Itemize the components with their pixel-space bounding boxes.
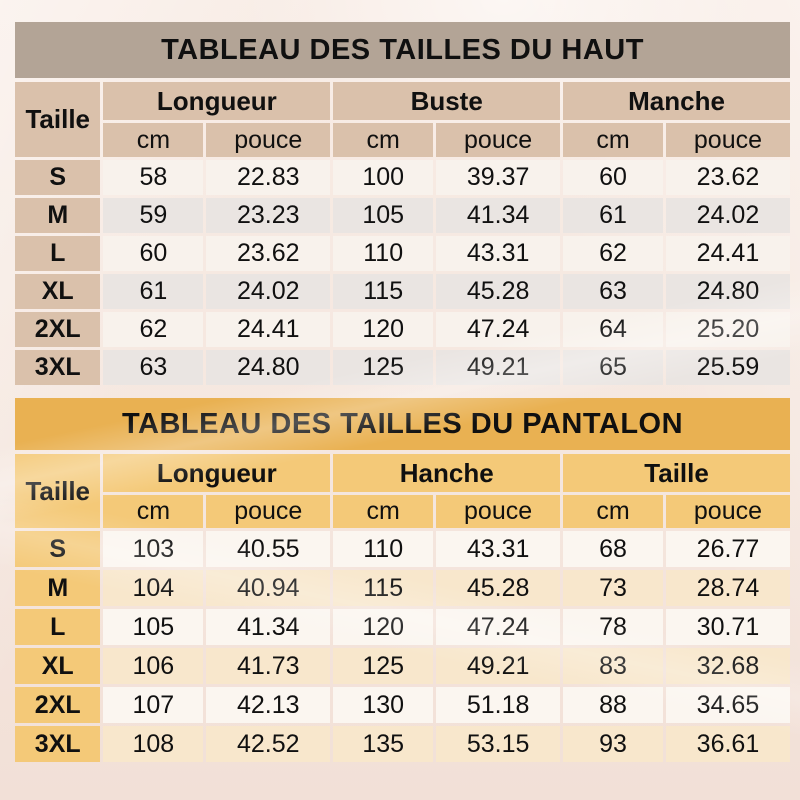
header-unit-row [15,123,790,157]
size-chart-haut-title: TABLEAU DES TAILLES DU HAUT [15,22,790,78]
value-cell: 88 [563,687,663,723]
size-chart-haut [15,22,790,388]
value-cell: 40.94 [206,570,330,606]
value-cell: 41.34 [436,198,560,233]
value-cell: 105 [103,609,203,645]
value-cell: 61 [103,274,203,309]
value-cell: 105 [333,198,433,233]
table-row-xl [15,648,790,684]
value-cell: 43.31 [436,531,560,567]
value-cell: 104 [103,570,203,606]
size-label: M [15,570,100,606]
col-group-longueur: Longueur [103,82,330,120]
table-row-s [15,531,790,567]
value-cell: 110 [333,236,433,271]
value-cell: 115 [333,274,433,309]
value-cell: 60 [563,160,663,195]
value-cell: 63 [563,274,663,309]
unit-cm: cm [333,123,433,157]
value-cell: 59 [103,198,203,233]
table-row-m [15,570,790,606]
value-cell: 51.18 [436,687,560,723]
value-cell: 63 [103,350,203,385]
value-cell: 24.02 [206,274,330,309]
size-label: M [15,198,100,233]
unit-cm: cm [103,495,203,528]
value-cell: 49.21 [436,350,560,385]
col-group-manche: Manche [563,82,790,120]
col-group-taille: Taille [563,454,790,492]
value-cell: 103 [103,531,203,567]
value-cell: 62 [103,312,203,347]
value-cell: 22.83 [206,160,330,195]
unit-pouce: pouce [666,495,790,528]
value-cell: 24.80 [666,274,790,309]
size-label: 2XL [15,312,100,347]
size-label: S [15,160,100,195]
value-cell: 25.59 [666,350,790,385]
value-cell: 107 [103,687,203,723]
size-chart-pantalon [15,398,790,765]
unit-cm: cm [563,123,663,157]
value-cell: 28.74 [666,570,790,606]
value-cell: 100 [333,160,433,195]
value-cell: 65 [563,350,663,385]
table-row-3xl [15,350,790,385]
value-cell: 24.41 [666,236,790,271]
value-cell: 47.24 [436,609,560,645]
size-table-pantalon [12,451,793,765]
value-cell: 43.31 [436,236,560,271]
value-cell: 68 [563,531,663,567]
value-cell: 135 [333,726,433,762]
value-cell: 24.80 [206,350,330,385]
value-cell: 41.73 [206,648,330,684]
table-row-s [15,160,790,195]
unit-pouce: pouce [206,495,330,528]
header-group-row [15,454,790,492]
table-row-2xl [15,687,790,723]
value-cell: 23.62 [666,160,790,195]
size-label: XL [15,648,100,684]
value-cell: 23.23 [206,198,330,233]
value-cell: 26.77 [666,531,790,567]
value-cell: 83 [563,648,663,684]
value-cell: 45.28 [436,274,560,309]
value-cell: 58 [103,160,203,195]
header-group-row [15,82,790,120]
size-label: 3XL [15,350,100,385]
table-row-l [15,609,790,645]
value-cell: 62 [563,236,663,271]
value-cell: 24.02 [666,198,790,233]
value-cell: 73 [563,570,663,606]
value-cell: 120 [333,609,433,645]
col-group-longueur: Longueur [103,454,330,492]
col-group-buste: Buste [333,82,560,120]
value-cell: 110 [333,531,433,567]
value-cell: 23.62 [206,236,330,271]
value-cell: 25.20 [666,312,790,347]
size-label: S [15,531,100,567]
value-cell: 93 [563,726,663,762]
unit-cm: cm [103,123,203,157]
unit-pouce: pouce [436,123,560,157]
table-row-3xl [15,726,790,762]
unit-pouce: pouce [206,123,330,157]
value-cell: 53.15 [436,726,560,762]
value-cell: 32.68 [666,648,790,684]
value-cell: 120 [333,312,433,347]
value-cell: 49.21 [436,648,560,684]
unit-cm: cm [333,495,433,528]
unit-cm: cm [563,495,663,528]
unit-pouce: pouce [436,495,560,528]
table-row-2xl [15,312,790,347]
value-cell: 106 [103,648,203,684]
table-row-m [15,198,790,233]
table-row-l [15,236,790,271]
size-chart-pantalon-title: TABLEAU DES TAILLES DU PANTALON [15,398,790,450]
value-cell: 36.61 [666,726,790,762]
size-label: 3XL [15,726,100,762]
value-cell: 41.34 [206,609,330,645]
value-cell: 78 [563,609,663,645]
value-cell: 30.71 [666,609,790,645]
size-table-haut [12,79,793,388]
value-cell: 130 [333,687,433,723]
value-cell: 42.13 [206,687,330,723]
value-cell: 60 [103,236,203,271]
col-header-taille: Taille [15,82,100,157]
unit-pouce: pouce [666,123,790,157]
value-cell: 61 [563,198,663,233]
table-row-xl [15,274,790,309]
value-cell: 64 [563,312,663,347]
size-label: L [15,236,100,271]
value-cell: 34.65 [666,687,790,723]
value-cell: 40.55 [206,531,330,567]
value-cell: 47.24 [436,312,560,347]
value-cell: 125 [333,648,433,684]
value-cell: 24.41 [206,312,330,347]
size-label: L [15,609,100,645]
value-cell: 125 [333,350,433,385]
value-cell: 115 [333,570,433,606]
col-header-taille: Taille [15,454,100,528]
col-group-hanche: Hanche [333,454,560,492]
value-cell: 108 [103,726,203,762]
size-label: 2XL [15,687,100,723]
value-cell: 45.28 [436,570,560,606]
value-cell: 39.37 [436,160,560,195]
size-label: XL [15,274,100,309]
header-unit-row [15,495,790,528]
value-cell: 42.52 [206,726,330,762]
